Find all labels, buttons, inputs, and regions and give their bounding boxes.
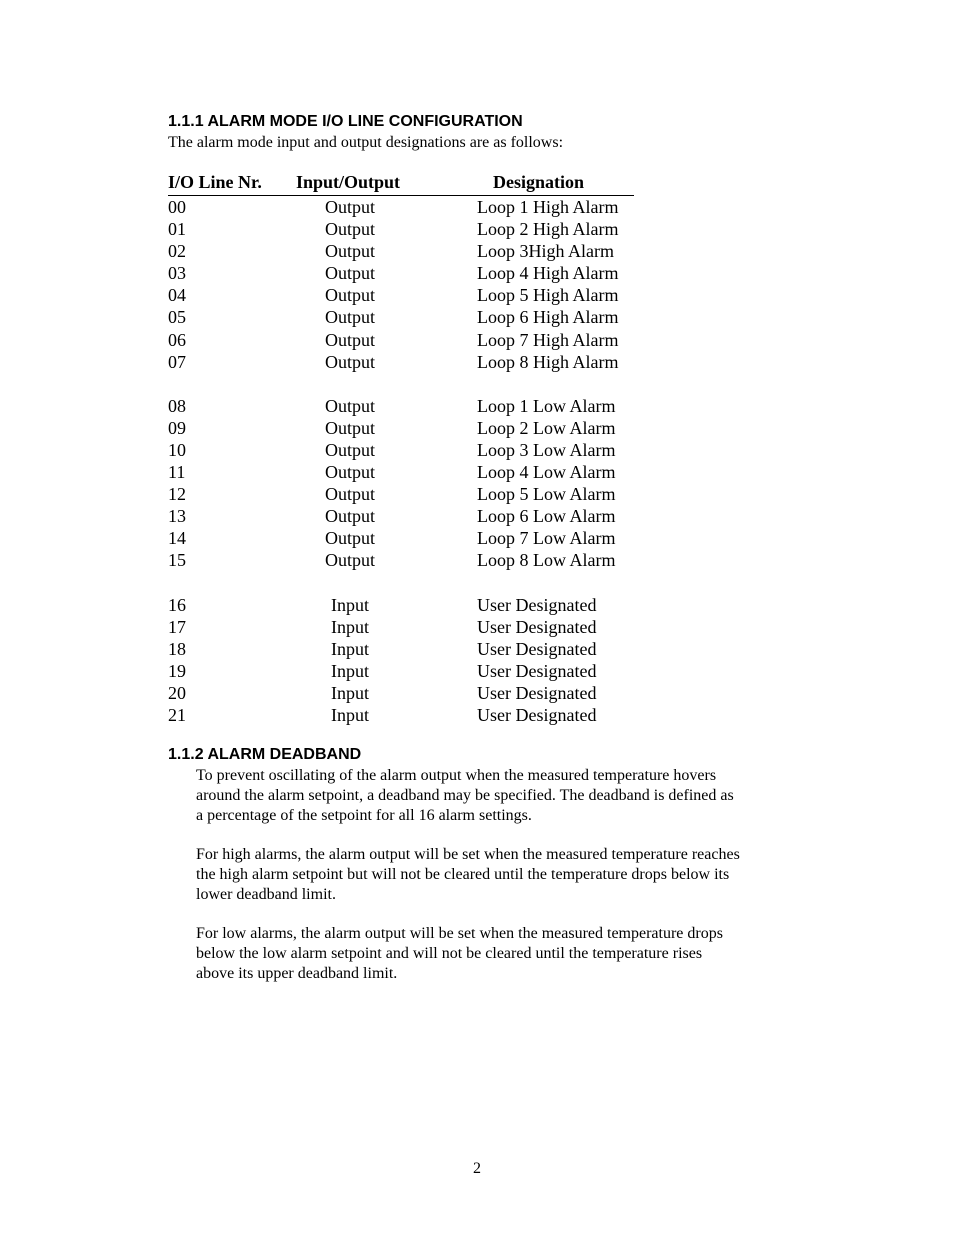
- table-row-group: [168, 196, 634, 373]
- table-row: [168, 594, 634, 616]
- cell-input-output: Output: [324, 285, 375, 306]
- deadband-paragraph-intro: To prevent oscillating of the alarm output when the measured temperature hovers around the alarm setpoint, a deadband may be specified. The deadband is defined as a percentage of the setpoint for all 16 alarm settings.: [196, 767, 734, 824]
- page-number: 2: [473, 1160, 481, 1177]
- table-header-row: [168, 170, 634, 196]
- table-row: [168, 196, 634, 218]
- cell-io-line: 19: [168, 660, 186, 681]
- table-row: [168, 218, 634, 240]
- table-row: [168, 351, 634, 373]
- cell-input-output: Input: [331, 660, 369, 681]
- cell-io-line: 07: [168, 351, 186, 372]
- table-row-group: [168, 594, 634, 727]
- cell-io-line: 14: [168, 528, 186, 549]
- cell-input-output: Output: [324, 307, 375, 328]
- table-row: [168, 395, 634, 417]
- cell-designation: User Designated: [477, 660, 597, 681]
- cell-designation: Loop 6 Low Alarm: [477, 506, 616, 527]
- cell-io-line: 13: [168, 506, 186, 527]
- cell-designation: Loop 4 Low Alarm: [477, 462, 616, 483]
- table-row: [168, 461, 634, 483]
- cell-io-line: 00: [168, 197, 186, 217]
- cell-designation: User Designated: [477, 682, 597, 703]
- table-row: [168, 240, 634, 262]
- cell-input-output: Output: [324, 241, 375, 262]
- cell-designation: Loop 1 Low Alarm: [477, 395, 616, 416]
- cell-input-output: Output: [324, 417, 375, 438]
- cell-input-output: Output: [324, 219, 375, 240]
- cell-designation: User Designated: [477, 616, 597, 637]
- table-row-group: [168, 395, 634, 572]
- cell-input-output: Input: [331, 594, 369, 615]
- cell-input-output: Output: [324, 329, 375, 350]
- section-heading-io-configuration: 1.1.1 ALARM MODE I/O LINE CONFIGURATION: [168, 113, 523, 130]
- cell-io-line: 08: [168, 395, 186, 416]
- cell-designation: Loop 5 Low Alarm: [477, 484, 616, 505]
- cell-io-line: 20: [168, 682, 186, 703]
- cell-io-line: 04: [168, 285, 186, 306]
- deadband-text-block: [196, 766, 796, 1003]
- cell-designation: Loop 6 High Alarm: [477, 307, 619, 328]
- table-body: [168, 196, 634, 726]
- table-row: [168, 638, 634, 660]
- cell-input-output: Output: [324, 484, 375, 505]
- cell-designation: Loop 1 High Alarm: [477, 197, 619, 217]
- cell-io-line: 03: [168, 263, 186, 284]
- cell-input-output: Input: [331, 616, 369, 637]
- table-row: [168, 527, 634, 549]
- cell-io-line: 10: [168, 439, 186, 460]
- cell-designation: Loop 8 High Alarm: [477, 351, 619, 372]
- cell-designation: Loop 2 High Alarm: [477, 219, 619, 240]
- cell-io-line: 09: [168, 417, 186, 438]
- cell-input-output: Output: [324, 395, 375, 416]
- section-heading-alarm-deadband: 1.1.2 ALARM DEADBAND: [168, 746, 362, 763]
- cell-io-line: 17: [168, 616, 186, 637]
- table-row: [168, 306, 634, 328]
- section-intro-text: The alarm mode input and output designations are as follows:: [168, 134, 564, 151]
- cell-input-output: Output: [324, 550, 375, 571]
- column-header-designation: Designation: [493, 172, 585, 192]
- column-header-input-output: Input/Output: [296, 172, 401, 192]
- table-row: [168, 439, 634, 461]
- cell-input-output: Output: [324, 528, 375, 549]
- cell-designation: Loop 4 High Alarm: [477, 263, 619, 284]
- cell-designation: User Designated: [477, 594, 597, 615]
- cell-designation: Loop 7 High Alarm: [477, 329, 619, 350]
- table-row: [168, 704, 634, 726]
- cell-input-output: Input: [331, 638, 369, 659]
- cell-io-line: 01: [168, 219, 186, 240]
- cell-designation: Loop 8 Low Alarm: [477, 550, 616, 571]
- cell-io-line: 16: [168, 594, 186, 615]
- cell-io-line: 12: [168, 484, 186, 505]
- cell-io-line: 15: [168, 550, 186, 571]
- table-row: [168, 616, 634, 638]
- table-row: [168, 505, 634, 527]
- cell-input-output: Input: [331, 682, 369, 703]
- cell-designation: Loop 3 Low Alarm: [477, 439, 616, 460]
- cell-input-output: Output: [324, 351, 375, 372]
- deadband-paragraph-low-alarms: For low alarms, the alarm output will be set when the measured temperature drops below the low alarm setpoint and will not be cleared until the temperature rises above its upper deadband limit.: [196, 925, 723, 982]
- cell-input-output: Output: [324, 462, 375, 483]
- cell-io-line: 11: [168, 462, 186, 483]
- table-row: [168, 417, 634, 439]
- cell-designation: Loop 3High Alarm: [477, 241, 614, 262]
- cell-input-output: Output: [324, 506, 375, 527]
- cell-io-line: 21: [168, 704, 186, 725]
- table-row: [168, 549, 634, 571]
- table-row: [168, 682, 634, 704]
- cell-input-output: Output: [324, 439, 375, 460]
- cell-io-line: 02: [168, 241, 186, 262]
- cell-io-line: 05: [168, 307, 186, 328]
- cell-io-line: 18: [168, 638, 186, 659]
- table-row: [168, 329, 634, 351]
- deadband-paragraph-high-alarms: For high alarms, the alarm output will be set when the measured temperature reaches the high alarm setpoint but will not be cleared until the temperature drops below its lower deadband limit.: [196, 846, 740, 903]
- table-row: [168, 483, 634, 505]
- io-line-table: [168, 170, 634, 726]
- table-row: [168, 262, 634, 284]
- cell-designation: Loop 2 Low Alarm: [477, 417, 616, 438]
- cell-input-output: Output: [324, 263, 375, 284]
- cell-designation: User Designated: [477, 638, 597, 659]
- cell-io-line: 06: [168, 329, 186, 350]
- table-row: [168, 660, 634, 682]
- cell-designation: Loop 7 Low Alarm: [477, 528, 616, 549]
- cell-designation: Loop 5 High Alarm: [477, 285, 619, 306]
- cell-input-output: Input: [331, 704, 369, 725]
- cell-designation: User Designated: [477, 704, 597, 725]
- column-header-io-line: I/O Line Nr.: [168, 172, 262, 192]
- cell-input-output: Output: [324, 197, 375, 217]
- table-row: [168, 284, 634, 306]
